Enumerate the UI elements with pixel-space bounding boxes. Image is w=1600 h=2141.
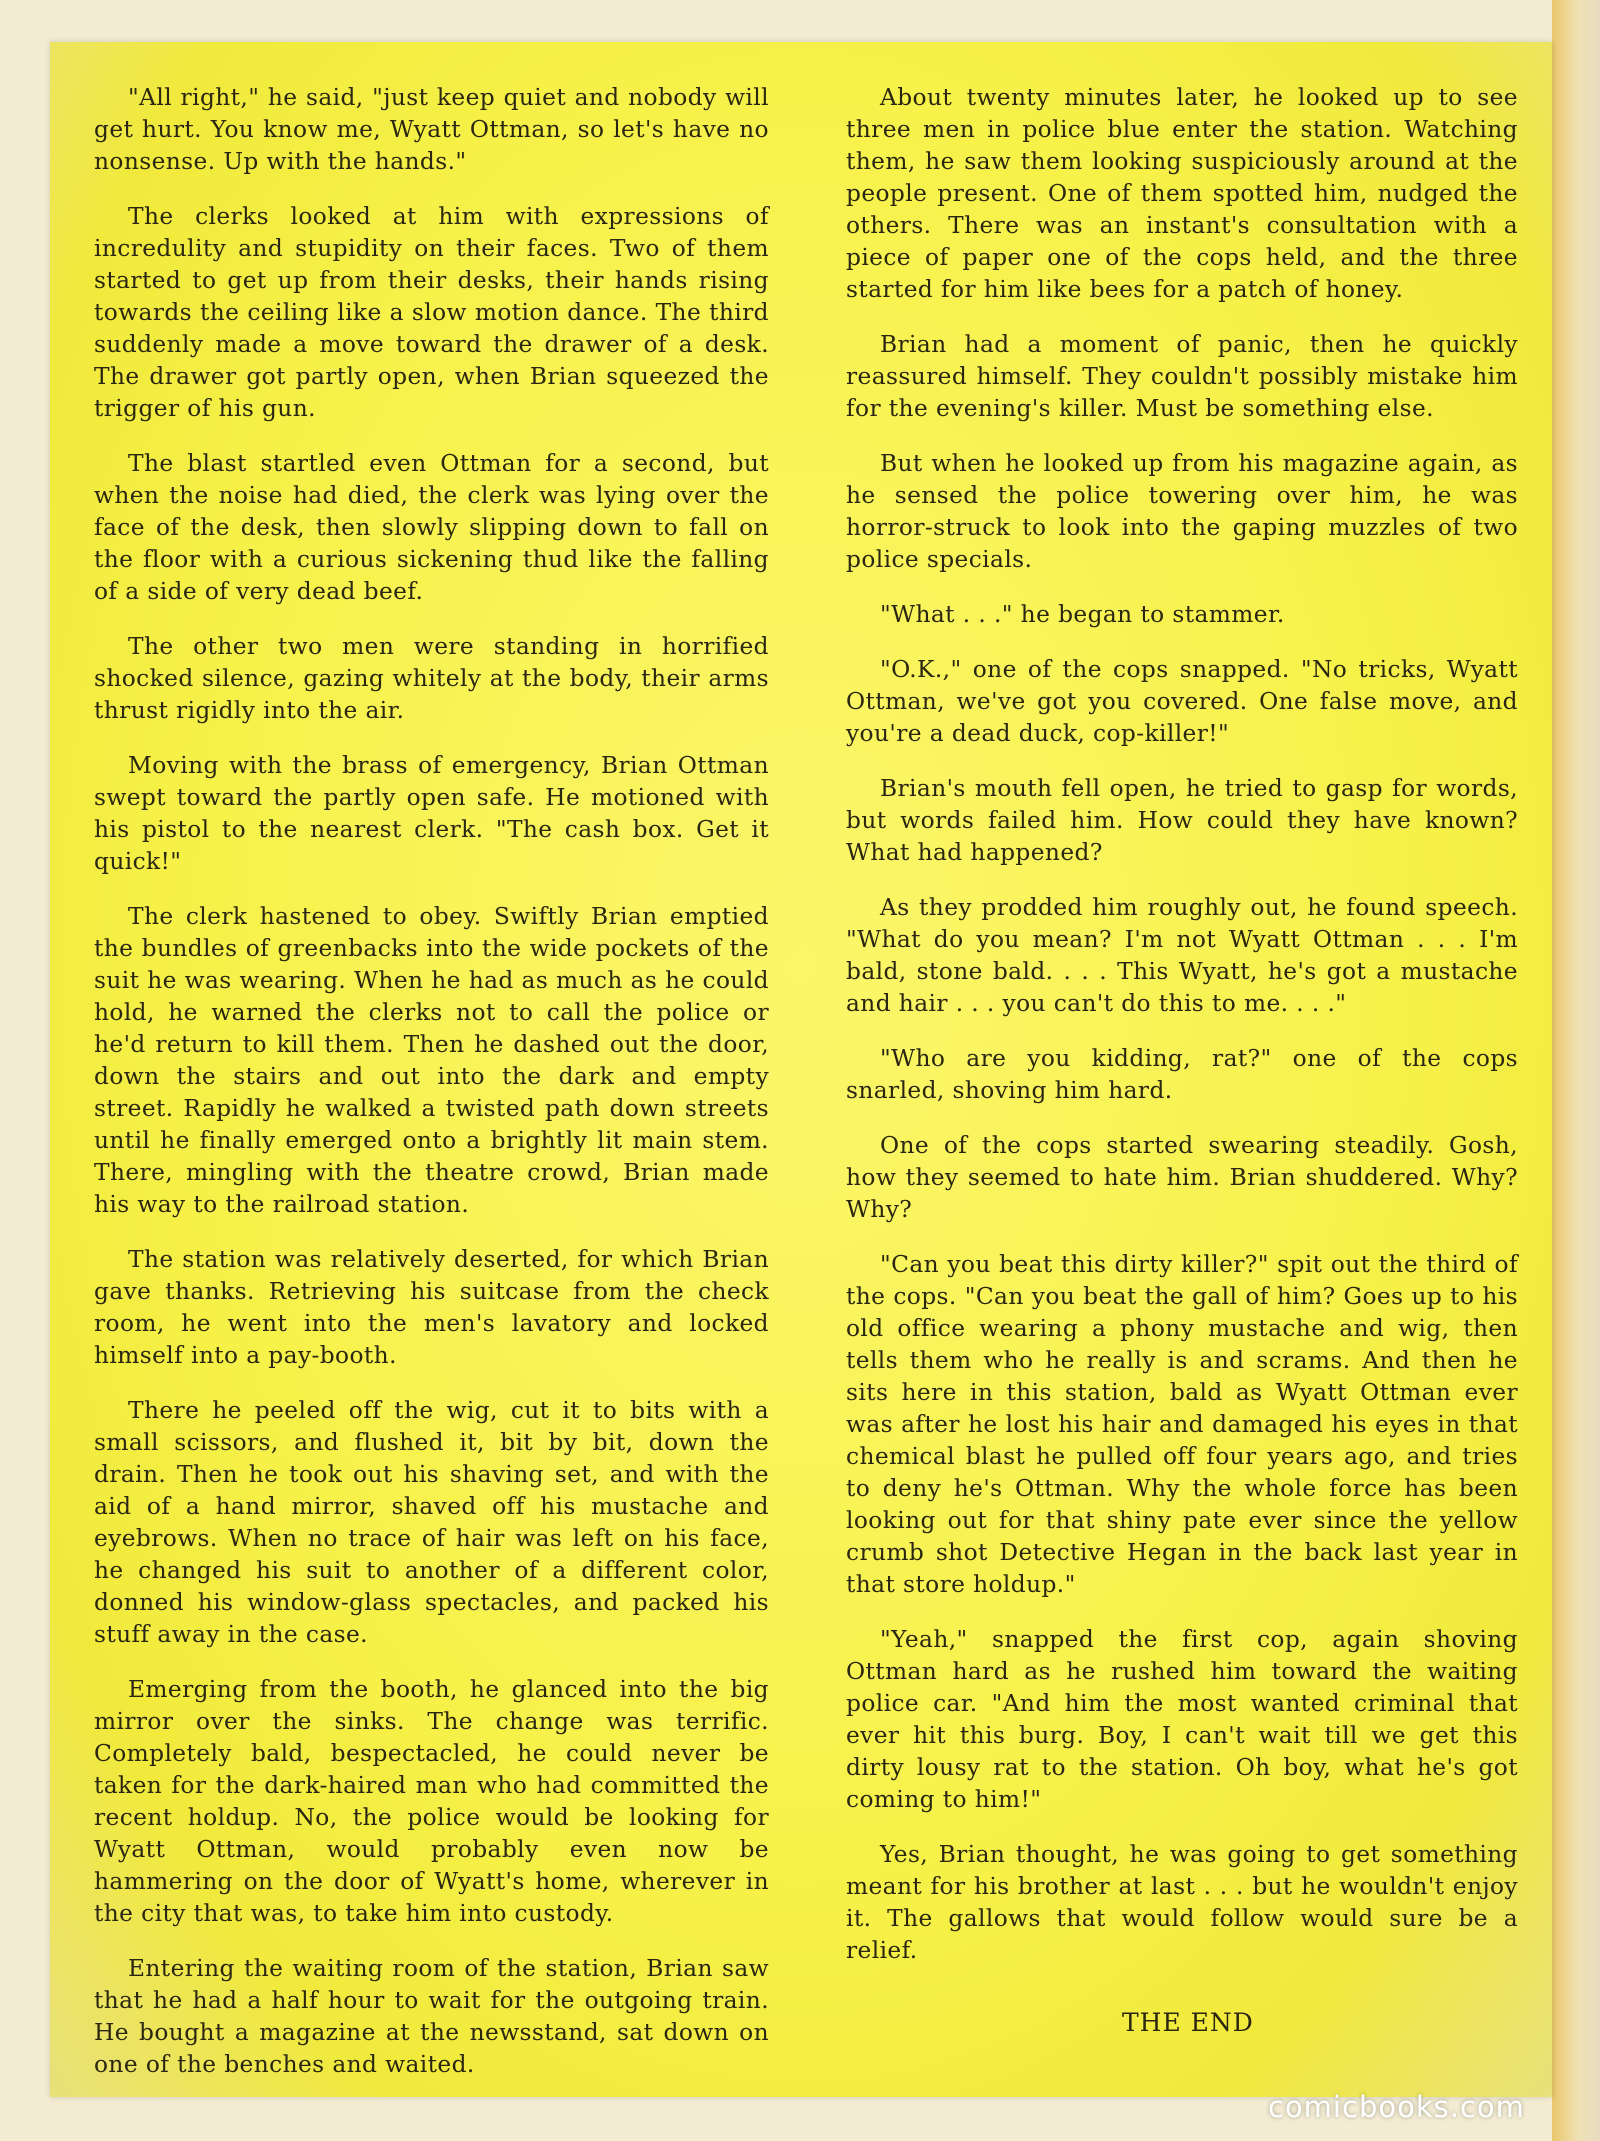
paragraph: The clerk hastened to obey. Swiftly Brian emptied the bundles of greenbacks into the wide pockets of the suit he was wearing. When he had as much as he could hold, he warned the clerks not to call the police or he'd return to kill them. Then he dashed out the door, down the stairs and out into the dark and empty street. Rapidly he walked a twisted path down streets until he finally emerged onto a brightly lit main stem. There, mingling with the theatre crowd, Brian made his way to the railroad station. [94, 903, 769, 1218]
right-text-column [846, 82, 1518, 1990]
paragraph: "O.K.," one of the cops snapped. "No tricks, Wyatt Ottman, we've got you covered. One false move, and you're a dead duck, cop-killer!" [846, 656, 1518, 747]
paragraph: "Yeah," snapped the first cop, again shoving Ottman hard as he rushed him toward the waiting police car. "And him the most wanted criminal that ever hit this burg. Boy, I can't wait till we get this dirty lousy rat to the station. Oh boy, what he's got coming to him!" [846, 1626, 1518, 1813]
paragraph: Brian had a moment of panic, then he quickly reassured himself. They couldn't possibly mistake him for the evening's killer. Must be something else. [846, 331, 1518, 422]
paragraph: But when he looked up from his magazine again, as he sensed the police towering over him, he was horror-struck to look into the gaping muzzles of two police specials. [846, 450, 1518, 573]
paragraph: One of the cops started swearing steadily. Gosh, how they seemed to hate him. Brian shuddered. Why? Why? [846, 1132, 1518, 1223]
paragraph: The clerks looked at him with expressions of incredulity and stupidity on their faces. Two of them started to get up from their desks, their hands rising towards the ceiling like a slow motion dance. The third suddenly made a move toward the drawer of a desk. The drawer got partly open, when Brian squeezed the trigger of his gun. [94, 203, 769, 422]
paragraph: There he peeled off the wig, cut it to bits with a small scissors, and flushed it, bit by bit, down the drain. Then he took out his shaving set, and with the aid of a hand mirror, shaved off his mustache and eyebrows. When no trace of hair was left on his face, he changed his suit to another of a different color, donned his window-glass spectacles, and packed his stuff away in the case. [94, 1397, 769, 1648]
the-end-label: THE END [1122, 2008, 1254, 2037]
paragraph: As they prodded him roughly out, he found speech. "What do you mean? I'm not Wyatt Ottman . . . I'm bald, stone bald. . . . This Wyatt, he's got a mustache and hair . . . you can't do this to me. . . ." [846, 894, 1518, 1017]
paragraph: Entering the waiting room of the station, Brian saw that he had a half hour to wait for the outgoing train. He bought a magazine at the newsstand, sat down on one of the benches and waited. [94, 1955, 769, 2078]
paragraph: The other two men were standing in horrified shocked silence, gazing whitely at the body, their arms thrust rigidly into the air. [94, 633, 769, 724]
paragraph: Moving with the brass of emergency, Brian Ottman swept toward the partly open safe. He motioned with his pistol to the nearest clerk. "The cash box. Get it quick!" [94, 752, 769, 875]
paragraph: Emerging from the booth, he glanced into the big mirror over the sinks. The change was terrific. Completely bald, bespectacled, he could never be taken for the dark-haired man who had committed the recent holdup. No, the police would be looking for Wyatt Ottman, would probably even now be hammering on the door of Wyatt's home, wherever in the city that was, to take him into custody. [94, 1676, 769, 1927]
left-text-column [94, 82, 769, 2104]
paragraph: "Who are you kidding, rat?" one of the cops snarled, shoving him hard. [846, 1045, 1518, 1104]
paragraph: "What . . ." he began to stammer. [880, 601, 1285, 628]
paragraph: About twenty minutes later, he looked up to see three men in police blue enter the station. Watching them, he saw them looking suspiciously around at the people present. One of them spotted him, nudged the others. There was an instant's consultation with a piece of paper one of the cops held, and the three started for him like bees for a patch of honey. [846, 84, 1518, 303]
paragraph: The station was relatively deserted, for which Brian gave thanks. Retrieving his suitcase from the check room, he went into the men's lavatory and locked himself into a pay-booth. [94, 1246, 769, 1369]
paragraph: Yes, Brian thought, he was going to get something meant for his brother at last . . . but he wouldn't enjoy it. The gallows that would follow would sure be a relief. [846, 1841, 1518, 1964]
paragraph: The blast startled even Ottman for a second, but when the noise had died, the clerk was lying over the face of the desk, then slowly slipping down to fall on the floor with a curious sickening thud like the falling of a side of very dead beef. [94, 450, 769, 605]
paragraph: "Can you beat this dirty killer?" spit out the third of the cops. "Can you beat the gall of him? Goes up to his old office wearing a phony mustache and wig, then tells them who he really is and scrams. And then he sits here in this station, bald as Wyatt Ottman ever was after he lost his hair and damaged his eyes in that chemical blast he pulled off four years ago, and tries to deny he's Ottman. Why the whole force has been looking out for that shiny pate ever since the yellow crumb shot Detective Hegan in the back last year in that store holdup." [846, 1251, 1518, 1598]
watermark-text: comicbooks.com [1268, 2090, 1525, 2124]
story-page [50, 42, 1552, 2097]
page-edge [1552, 0, 1600, 2141]
paragraph: Brian's mouth fell open, he tried to gasp for words, but words failed him. How could they have known? What had happened? [846, 775, 1518, 866]
paragraph: "All right," he said, "just keep quiet and nobody will get hurt. You know me, Wyatt Ottman, so let's have no nonsense. Up with the hands." [94, 84, 769, 175]
